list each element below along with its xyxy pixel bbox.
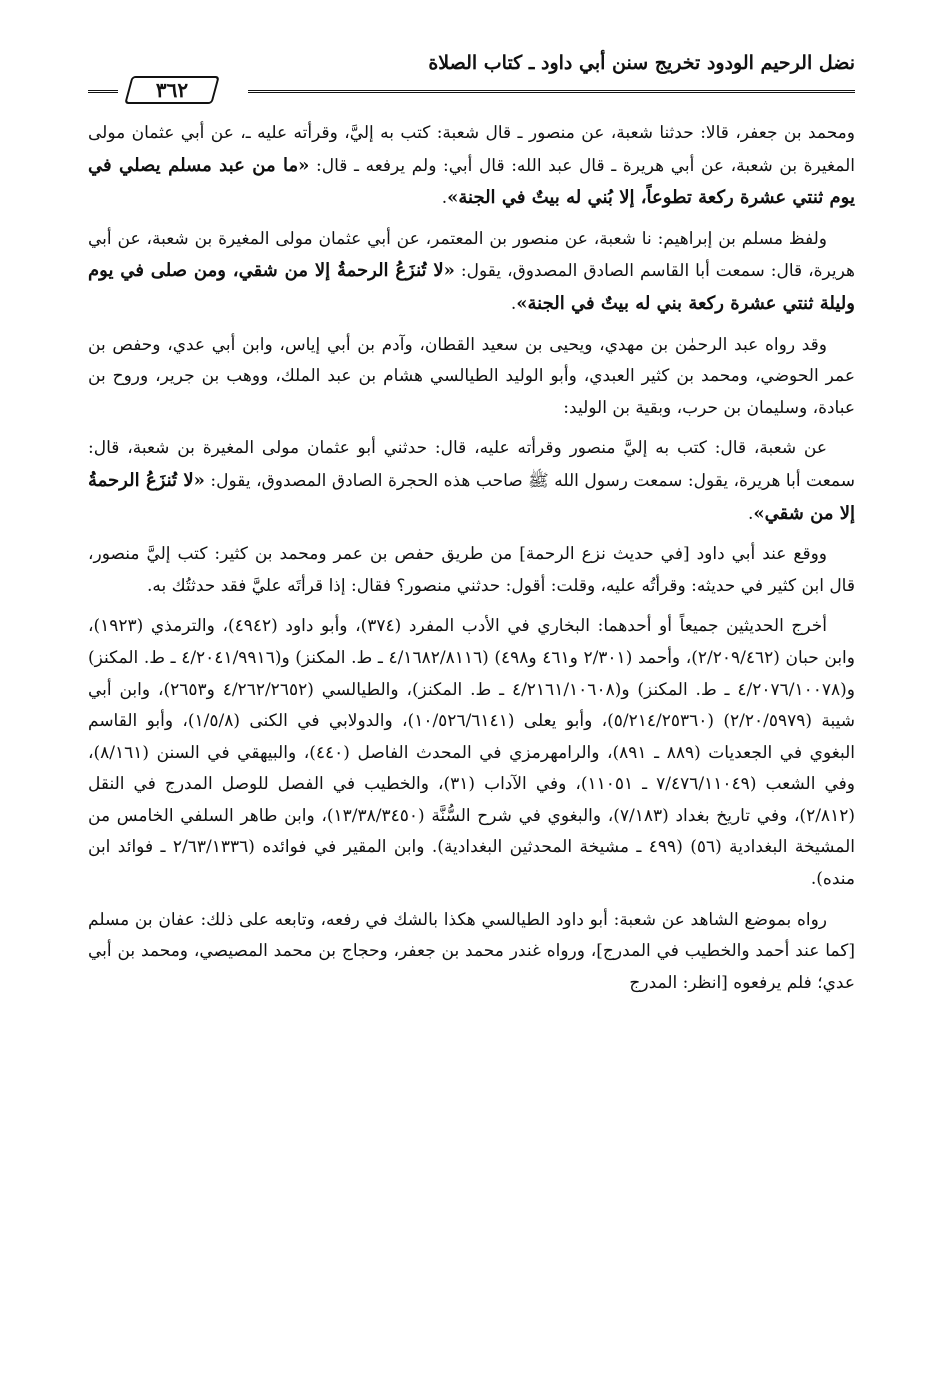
- paragraph-text: وقد رواه عبد الرحمٰن بن مهدي، ويحيى بن سعيد القطان، وآدم بن أبي إياس، وابن أبي عدي، وحفص بن عمر الحوضي، ومحمد بن كثير العبدي، وأبو الوليد الطيالسي هشام بن عبد الملك، ووهب بن جرير، وروح بن عبادة، وسليمان بن حرب، وبقية بن الوليد:: [88, 334, 855, 418]
- paragraph: [88, 905, 855, 1000]
- header-rule: [248, 90, 855, 93]
- paragraph: [88, 611, 855, 895]
- hadith-text: «ما من عبد مسلم يصلي في يوم ثنتي عشرة ركعة تطوعاً، إلا بُني له بيتٌ في الجنة»: [88, 154, 855, 209]
- paragraph-text: ووقع عند أبي داود [في حديث نزع الرحمة] من طريق حفص بن عمر ومحمد بن كثير: كتب إليَّ منصور، قال ابن كثير في حديثه: وقرأتُه عليه، وقلت: أقول: حدثني منصور؟ فقال: إذا قرأتَه عليَّ فقد حدثتُك به.: [88, 544, 855, 596]
- hadith-text: «لا تُنزَعُ الرحمةُ إلا من شقي»: [88, 469, 855, 524]
- page-header: [88, 40, 855, 102]
- paragraph: [88, 539, 855, 602]
- running-title: نضل الرحيم الودود تخريج سنن أبي داود ـ كتاب الصلاة: [428, 52, 855, 74]
- page-number-frame: [118, 74, 226, 106]
- paragraph: [88, 224, 855, 321]
- paragraph: [88, 118, 855, 215]
- page-number: ٣٦٢: [155, 78, 189, 102]
- hadith-text: «لا تُنزَعُ الرحمةُ إلا من شقي، ومن صلى في يوم وليلة ثنتي عشرة ركعة بني له بيتٌ في الجنة»: [88, 260, 855, 314]
- paragraph-text: ومحمد بن جعفر، قالا: حدثنا شعبة، عن منصور ـ قال شعبة: كتب به إليَّ، وقرأته عليه ـ، عن أبي عثمان مولى المغيرة بن شعبة، عن أبي هريرة ـ قال عبد الله: قال أبي: ولم يرفعه ـ قال:: [88, 123, 855, 176]
- header-rule-left: [88, 90, 118, 93]
- paragraph-text: .: [441, 188, 448, 209]
- paragraph-text: عن شعبة، قال: كتب به إليَّ منصور وقرأته عليه، قال: حدثني أبو عثمان مولى المغيرة بن شعبة، قال: سمعت أبا هريرة، يقول: سمعت رسول الله ﷺ صاحب هذه الحجرة الصادق المصدوق، يقول:: [88, 438, 855, 491]
- paragraph: [88, 330, 855, 425]
- body-text: [88, 118, 855, 999]
- paragraph-text: ولفظ مسلم بن إبراهيم: نا شعبة، عن منصور بن المعتمر، عن أبي عثمان مولى المغيرة بن شعبة، عن أبي هريرة، قال: سمعت أبا القاسم الصادق المصدوق، يقول:: [88, 228, 855, 282]
- paragraph-text: أخرج الحديثين جميعاً أو أحدهما: البخاري في الأدب المفرد (٣٧٤)، وأبو داود (٤٩٤٢)، والترمذي (١٩٢٣)، وابن حبان (٢/٢٠٩/٤٦٢)، وأحمد (٢/٣٠١ و٤٦١ و٤٩٨) (٤/١٦٨٢/٨١١٦ ـ ط. المكنز) و(٤/٢٠٤١/٩٩١٦ ـ ط. المكنز) و(٤/٢٠٧٦/١٠٠٧٨ ـ ط. المكنز) و(٤/٢١٦١/١٠٦٠٨ ـ ط. المكنز)، والطيالسي (٤/٢٦٢/٢٦٥٢ و٢٦٥٣)، وابن أبي شيبة (٢/٢٠/٥٩٧٩) (٥/٢١٤/٢٥٣٦٠)، وأبو يعلى (١٠/٥٢٦/٦١٤١)، والدولابي في الكنى (١/٥/٨)، وأبو القاسم البغوي في الجعديات (٨٨٩ ـ ٨٩١)، والرامهرمزي في المحدث الفاصل (٤٤٠)، والبيهقي في السنن (٨/١٦١)، وفي الشعب (٧/٤٧٦/١١٠٤٩ ـ ١١٠٥١)، وفي الآداب (٣١)، والخطيب في الفصل للوصل المدرج في النقل (٢/٨١٢)، وفي تاريخ بغداد (٧/١٨٣)، والبغوي في شرح السُّنَّة (١٣/٣٨/٣٤٥٠)، وابن طاهر السلفي الخامس من المشيخة البغدادية (٥٦) (٤٩٩ ـ مشيخة المحدثين البغدادية). وابن المقير في فوائده (٢/٦٣/١٣٣٦ ـ فوائد ابن منده).: [88, 616, 856, 890]
- paragraph: [88, 433, 855, 530]
- paragraph-text: رواه بموضع الشاهد عن شعبة: أبو داود الطيالسي هكذا بالشك في رفعه، وتابعه على ذلك: عفان بن مسلم [كما عند أحمد والخطيب في المدرج]، ورواه غندر محمد بن جعفر، وحجاج بن محمد المصيصي، ومحمد بن أبي عدي؛ فلم يرفعوه [انظر: المدرج: [88, 909, 855, 993]
- paragraph-text: .: [748, 503, 754, 524]
- paragraph-text: .: [510, 293, 517, 314]
